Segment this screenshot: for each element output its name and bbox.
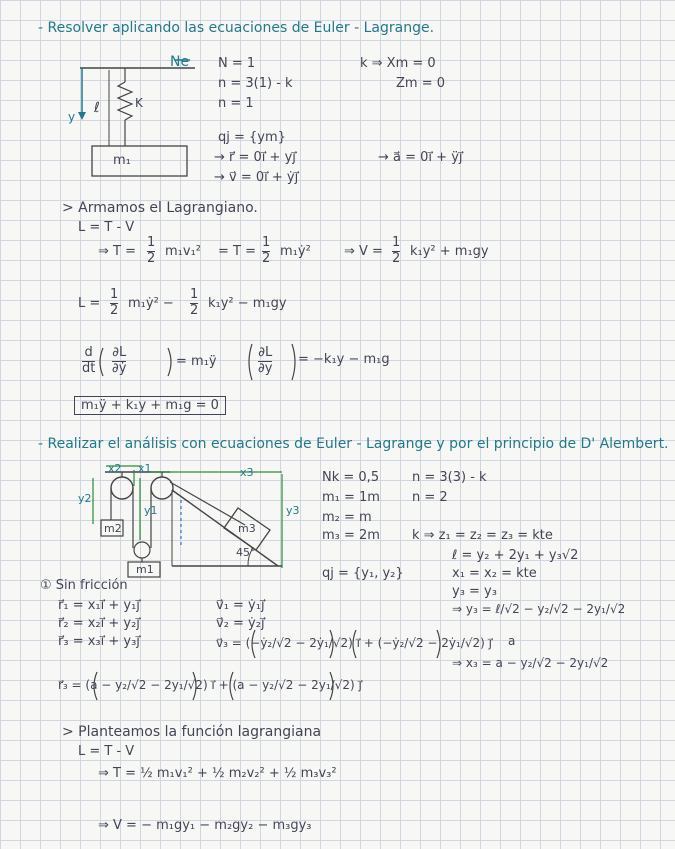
param-m3: m₃ = 2m <box>322 528 380 543</box>
param-x: x₁ = x₂ = kte <box>452 566 537 581</box>
eq-N: N = 1 <box>218 56 256 71</box>
dLdy-result: = −k₁y − m₁g <box>298 352 390 367</box>
x1-label: x1 <box>138 462 152 475</box>
L-pre: L = <box>78 296 101 311</box>
y2-label: y2 <box>78 492 92 505</box>
dL-dydot: ∂L ∂ẏ <box>112 345 127 376</box>
a-brace-label: a <box>508 634 516 648</box>
param-m2: m₂ = m <box>322 510 372 525</box>
V-expr: k₁y² + m₁gy <box>410 244 489 259</box>
T-eq: = T = <box>218 244 256 259</box>
param-qj: qj = {y₁, y₂} <box>322 566 404 581</box>
L-mid: m₁ẏ² − <box>128 296 174 311</box>
lagrangian-function-title: > Planteamos la función lagrangiana <box>62 724 322 740</box>
eq-n1: n = 1 <box>218 96 254 111</box>
eq-a: → a⃗ = 0i⃗ + ÿj⃗ <box>378 150 463 165</box>
eq-k: k ⇒ Xm = 0 <box>360 56 436 71</box>
task2-header: - Realizar el análisis con ecuaciones de Euler - Lagrange y por el principio de D' Alembert. <box>38 436 669 452</box>
kinetic-energy-eq: ⇒ T = ½ m₁v₁² + ½ m₂v₂² + ½ m₃v₃² <box>98 766 337 781</box>
param-n2: n = 2 <box>412 490 448 505</box>
T-half-2: 1 2 <box>262 235 271 266</box>
task1-header: - Resolver aplicando las ecuaciones de Euler - Lagrange. <box>38 20 435 36</box>
x2-label: x2 <box>108 462 122 475</box>
y1-label: y1 <box>144 504 158 517</box>
eq-v: → v⃗ = 0i⃗ + ẏj⃗ <box>214 170 299 185</box>
eq-n: n = 3(1) - k <box>218 76 293 91</box>
spring-mass-diagram <box>78 60 195 176</box>
angle-label: 45° <box>236 546 256 559</box>
r1-eq: r⃗₁ = x₁i⃗ + y₁j⃗ <box>58 598 140 613</box>
T-expr: m₁v₁² <box>165 244 201 259</box>
dL-dy: ∂L ∂y <box>258 345 273 376</box>
v3-eq: v⃗₃ = (−ẏ₂/√2 − 2ẏ₁/√2) i⃗ + (−ẏ₂/√2 − 2ẏ₁/√2) j⃗ <box>216 636 492 650</box>
L-half-2: 1 2 <box>190 287 199 318</box>
v1-eq: v⃗₁ = ẏ₁j⃗ <box>216 598 265 613</box>
r2-eq: r⃗₂ = x₂i⃗ + y₂j⃗ <box>58 616 140 631</box>
y-axis-label: y <box>68 110 76 124</box>
spring-k-label: K <box>135 96 143 110</box>
m1-label: m1 <box>136 563 154 576</box>
param-nk: Nk = 0,5 <box>322 470 380 485</box>
param-y3: y₃ = y₃ <box>452 584 497 599</box>
L-half: 1 2 <box>110 287 119 318</box>
potential-energy-eq: ⇒ V = − m₁gy₁ − m₂gy₂ − m₃gy₃ <box>98 818 312 833</box>
r3-eq: r⃗₃ = (a − y₂/√2 − 2y₁/√2) i⃗ + (a − y₂/√2 − 2y₁/√2) j⃗ <box>58 678 362 692</box>
V-pre: ⇒ V = <box>344 244 383 259</box>
param-l: ℓ = y₂ + 2y₁ + y₃√2 <box>452 548 579 563</box>
ne-axis-label: Ne <box>170 54 190 70</box>
r3-position-eq: r⃗₃ = x₃i⃗ + y₃j⃗ <box>58 634 140 649</box>
m2-label: m2 <box>104 522 122 535</box>
V-half: 1 2 <box>392 235 401 266</box>
m3-label: m3 <box>238 522 256 535</box>
v2-eq: v⃗₂ = ẏ₂j⃗ <box>216 616 265 631</box>
L2-TV: L = T - V <box>78 744 135 759</box>
d-result: = m₁ÿ <box>176 354 217 369</box>
y3-label: y3 <box>286 504 300 517</box>
param-m1: m₁ = 1m <box>322 490 380 505</box>
length-label: ℓ <box>94 100 100 116</box>
x3-label: x3 <box>240 466 254 479</box>
eq-zm: Zm = 0 <box>396 76 445 91</box>
y3-derived-eq: ⇒ y₃ = ℓ/√2 − y₂/√2 − 2y₁/√2 <box>452 602 626 616</box>
T-expr2: m₁ẏ² <box>280 244 311 259</box>
d-dt: d dt <box>82 345 96 376</box>
T-half: 1 2 <box>147 235 156 266</box>
param-k: k ⇒ z₁ = z₂ = z₃ = kte <box>412 528 553 543</box>
equation-of-motion-box: m₁ÿ + k₁y + m₁g = 0 <box>74 396 226 415</box>
x3-derived-eq: ⇒ x₃ = a − y₂/√2 − 2y₁/√2 <box>452 656 609 670</box>
lagrangian-title: > Armamos el Lagrangiano. <box>62 200 258 216</box>
L-TV: L = T - V <box>78 220 135 235</box>
T-pre: ⇒ T = <box>98 244 136 259</box>
eq-qj: qj = {ym} <box>218 130 286 145</box>
param-n: n = 3(3) - k <box>412 470 487 485</box>
eq-r: → r⃗ = 0i⃗ + yj⃗ <box>214 150 296 165</box>
mass-m1-label: m₁ <box>113 153 131 168</box>
L-end: k₁y² − m₁gy <box>208 296 287 311</box>
without-friction-label: ① Sin fricción <box>40 578 128 593</box>
